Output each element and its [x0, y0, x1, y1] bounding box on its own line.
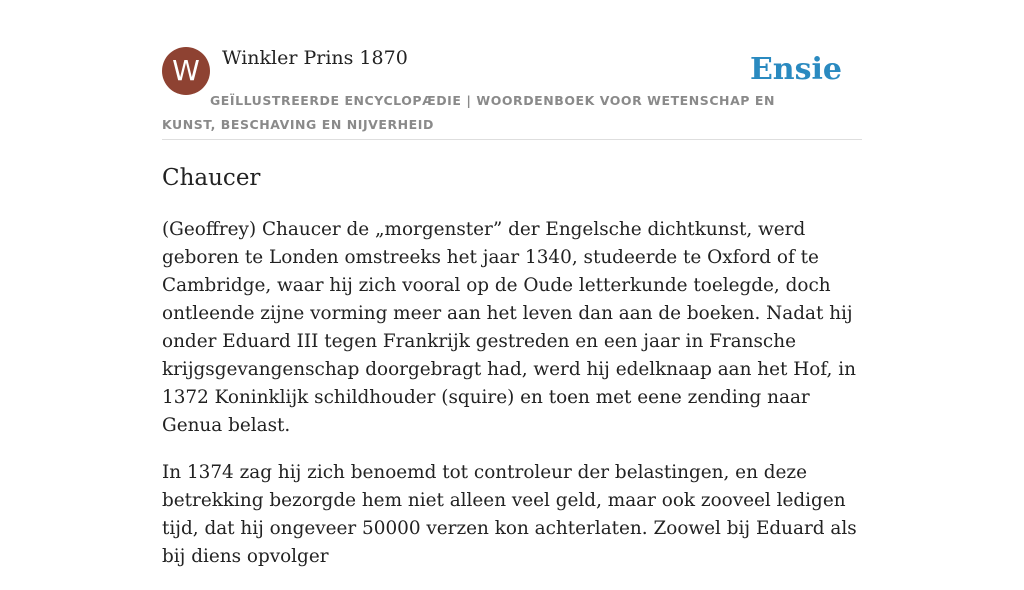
entry-paragraph: In 1374 zag hij zich benoemd tot controleur der belastingen, en deze betrekking bezorgde hem niet alleen veel geld, maar ook zooveel ledigen tijd, dat hij ongeveer 50000 verzen kon achterlaten. Zoowel bij Eduard als bij diens opvolger — [162, 462, 857, 567]
header-divider — [162, 139, 862, 140]
ensie-logo-link[interactable]: Ensie — [749, 52, 842, 87]
entry-headword: Chaucer — [162, 165, 261, 191]
source-subtitle: GEÏLLUSTREERDE ENCYCLOPÆDIE | WOORDENBOEK VOOR WETENSCHAP EN KUNST, BESCHAVING EN NIJVERHEID — [162, 93, 775, 132]
source-avatar[interactable]: W — [162, 47, 210, 95]
source-title[interactable]: Winkler Prins 1870 — [222, 47, 408, 69]
entry-body — [162, 216, 862, 590]
entry-paragraph: (Geoffrey) Chaucer de „morgenster” der Engelsche dichtkunst, werd geboren te Londen omstreeks het jaar 1340, studeerde te Oxford of te Cambridge, waar hij zich vooral op de Oude letterkunde toelegde, doch ontleende zijne vorming meer aan het leven dan aan de boeken. Nadat hij onder Eduard III tegen Frankrijk gestreden en een jaar in Fransche krijgsgevangenschap doorgebragt had, werd hij edelknaap aan het Hof, in 1372 Koninklijk schildhouder (squire) en toen met eene zending naar Genua belast. — [162, 219, 856, 436]
